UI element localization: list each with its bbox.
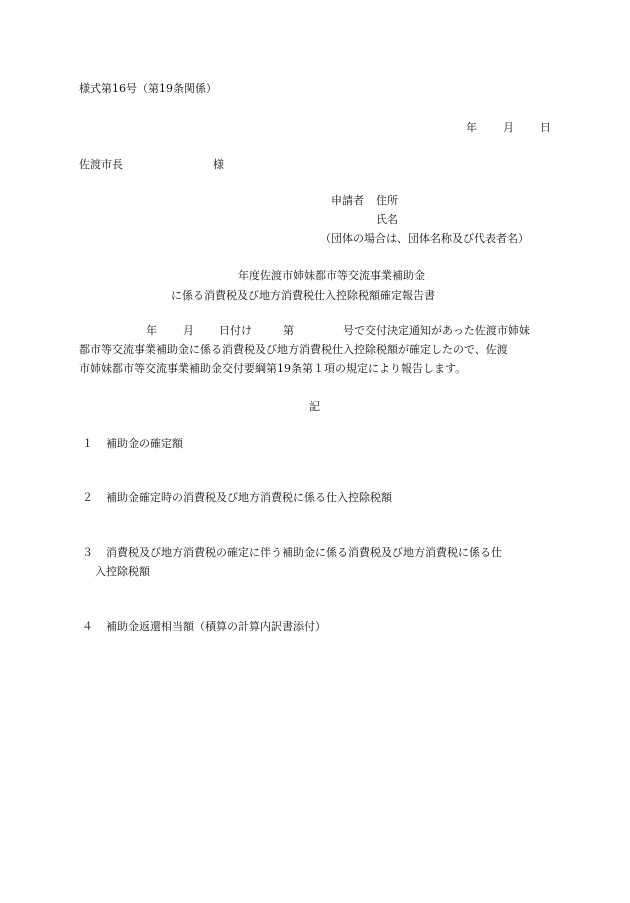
item-text: 補助金確定時の消費税及び地方消費税に係る仕入控除税額 <box>106 491 392 504</box>
item-number: ３ <box>82 546 93 559</box>
item-text: 消費税及び地方消費税の確定に伴う補助金に係る消費税及び地方消費税に係る仕 <box>106 546 502 559</box>
body-month: 月 <box>183 324 194 337</box>
item-number: １ <box>82 437 93 450</box>
addressee-honorific: 様 <box>213 158 224 171</box>
list-item <box>82 546 502 560</box>
document-title-line1: 年度佐渡市姉妹都市等交流事業補助金 <box>238 269 425 282</box>
document-title-line2: に係る消費税及び地方消費税仕入控除税額確定報告書 <box>171 289 435 302</box>
list-item <box>82 491 392 505</box>
list-item <box>82 620 326 634</box>
item-text: 補助金の確定額 <box>106 437 183 450</box>
applicant-label: 申請者 <box>331 194 364 207</box>
item-text: 補助金返還相当額（積算の計算内訳書添付） <box>106 620 326 633</box>
item-text-continuation: 入控除税額 <box>95 565 150 578</box>
date-line <box>466 121 477 135</box>
body-day-dated: 日付け <box>219 324 252 337</box>
ki-marker: 記 <box>309 400 320 413</box>
date-month: 月 <box>503 121 514 134</box>
body-year: 年 <box>146 324 157 337</box>
body-line1-rest: 号で交付決定通知があった佐渡市姉妹 <box>343 324 530 337</box>
item-number: ４ <box>82 620 93 633</box>
date-day: 日 <box>540 121 551 134</box>
addressee-name: 佐渡市長 <box>79 158 123 171</box>
form-number: 様式第16号（第19条関係） <box>79 82 217 95</box>
applicant-address-label: 住所 <box>376 194 398 207</box>
body-line2: 都市等交流事業補助金に係る消費税及び地方消費税仕入控除税額が確定したので、佐渡 <box>79 343 508 356</box>
item-number: ２ <box>82 491 93 504</box>
list-item <box>82 437 183 451</box>
body-line3: 市姉妹都市等交流事業補助金交付要綱第19条第１項の規定により報告します。 <box>79 362 467 375</box>
applicant-note: （団体の場合は、団体名称及び代表者名） <box>320 232 529 245</box>
date-year: 年 <box>466 121 477 134</box>
applicant-name-label: 氏名 <box>376 213 398 226</box>
body-number-prefix: 第 <box>283 324 294 337</box>
